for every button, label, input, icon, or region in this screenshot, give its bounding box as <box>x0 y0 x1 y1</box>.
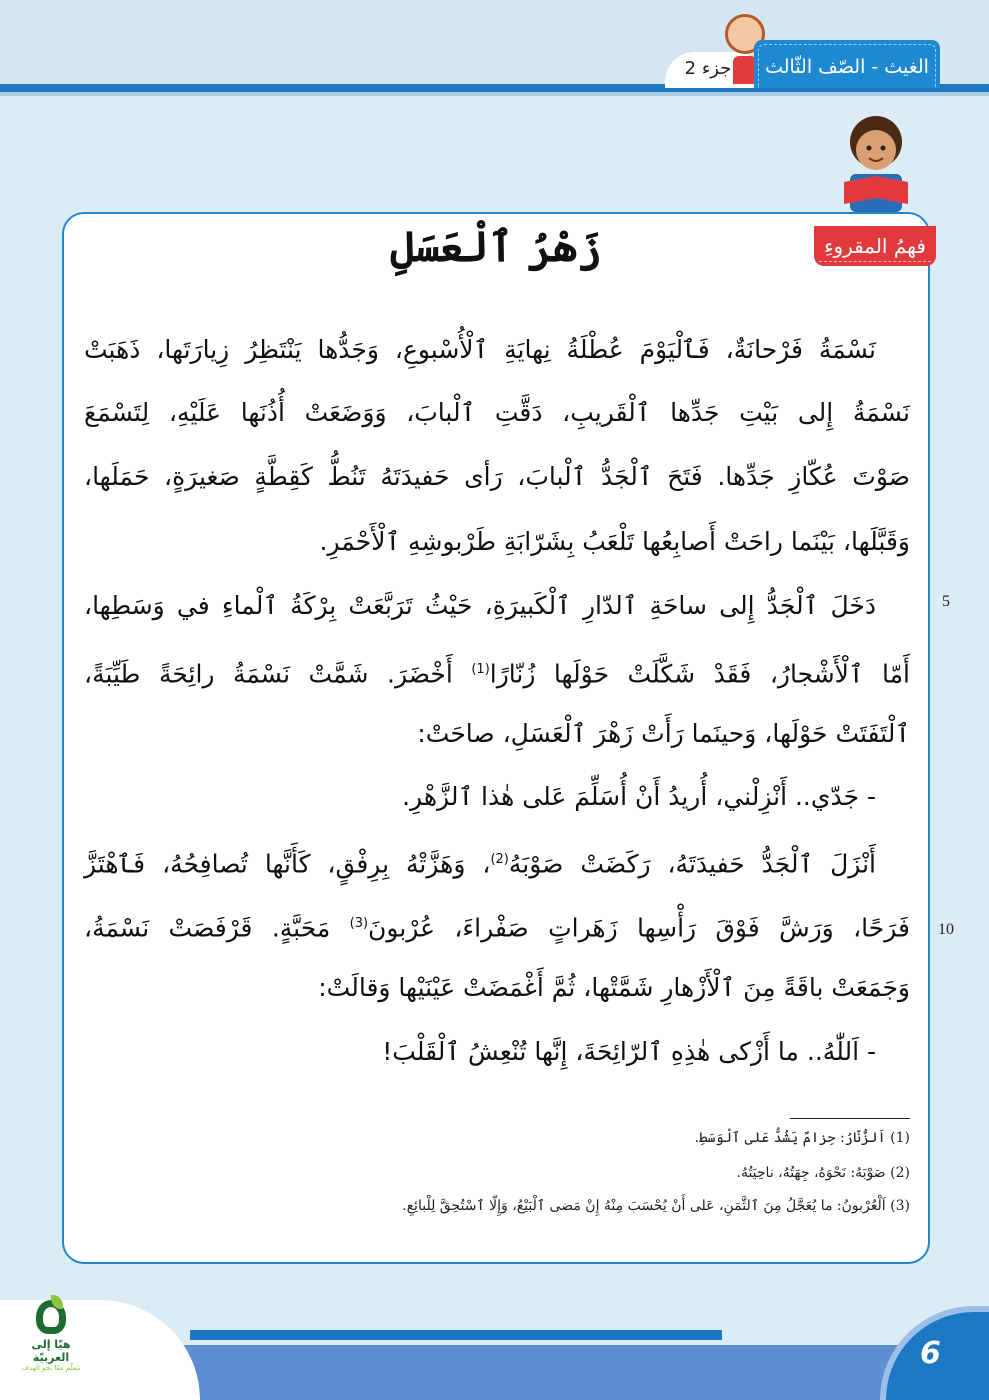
leaf-icon <box>51 1295 63 1309</box>
footnote-ref: (3) <box>349 916 369 931</box>
text-line <box>84 840 910 884</box>
logo-name: هيّا إلى العربيّة <box>31 1338 71 1364</box>
header-bar-shadow <box>0 92 989 96</box>
footnote: (2) صَوْبَهُ: نَحْوَهُ، جِهَتُهُ، ناحِيَتُهُ. <box>736 1165 910 1181</box>
text-line <box>84 904 910 948</box>
text-line: ٱلْتَفَتَتْ حَوْلَها، وَحينَما رَأَتْ زَهْرَ ٱلْعَسَلِ، صاحَتْ: <box>417 719 910 748</box>
footnote-ref: (2) <box>490 852 509 867</box>
text-segment: أَنْزَلَ ٱلْجَدُّ حَفيدَتَهُ، رَكَضَتْ صَوْبَهُ <box>508 849 876 879</box>
reading-boy-illustration <box>836 112 916 212</box>
text-line: - اَللّٰهُ.. ما أَزْكى هٰذِهِ ٱلرّائِحَةَ، إِنَّها تُنْعِشُ ٱلْقَلْبَ! <box>382 1037 876 1066</box>
text-line <box>84 650 910 694</box>
footnote-separator <box>790 1118 910 1119</box>
text-segment: أَمّا ٱلْأَشْجارُ، فَقَدْ شَكَّلَتْ حَوْلَها زُنّارًا <box>489 659 911 689</box>
part-label: جزء 2 <box>684 58 732 79</box>
text-line: صَوْتَ عُكّازِ جَدِّها. فَتَحَ ٱلْجَدُّ ٱلْبابَ، رَأى حَفيدَتَهُ تَنُطُّ كَقِطَّةٍ صَغيرَةٍ، حَمَلَها، <box>84 462 910 491</box>
text-line: نَسْمَةُ فَرْحانَةٌ، فَٱلْيَوْمَ عُطْلَةُ نِهايَةِ ٱلْأُسْبوعِ، وَجَدُّها يَنْتَظِرُ زِيارَتَها، ذَهَبَتْ <box>84 335 876 364</box>
footnote-ref: (1) <box>471 662 490 677</box>
page-number: 6 <box>920 1336 941 1371</box>
publisher-logo <box>16 1300 86 1372</box>
text-line: دَخَلَ ٱلْجَدُّ إِلى ساحَةِ ٱلدّارِ ٱلْكَبيرَةِ، حَيْثُ تَرَبَّعَتْ بِرْكَةُ ٱلْماءِ في وَسَطِها، <box>84 591 876 620</box>
book-title: الغيث - الصّف الثّالث <box>758 44 936 88</box>
text-line: وَقَبَّلَها، بَيْنَما راحَتْ أَصابِعُها تَلْعَبُ بِشَرّابَةِ طَرْبوشِهِ ٱلْأَحْمَرِ. <box>319 527 910 556</box>
lesson-title: زَهْرُ ٱلْعَسَلِ <box>390 222 602 271</box>
text-segment: ، وَهَزَّتْهُ بِرِفْقٍ، كَأَنَّها تُصافِحُهُ، فَٱهْتَزَّ <box>84 849 491 879</box>
line-number: 10 <box>938 921 954 938</box>
line-number: 5 <box>942 593 950 610</box>
logo-icon <box>36 1300 66 1334</box>
text-segment: أَخْضَرَ. شَمَّتْ نَسْمَةُ رائِحَةً طَيِّبَةً، <box>84 659 453 689</box>
footnote: (3) اَلْعُرْبونُ: ما يُعَجَّلُ مِنَ ٱلثَّمَنِ، عَلى أَنْ يُحْسَبَ مِنْهُ إِنْ مَضى ٱلْبَيْعُ، وَإِلّا ٱسْتُحِقَّ لِلْبائِعِ. <box>402 1198 910 1214</box>
text-segment: فَرَحًا، وَرَشَّ فَوْقَ رَأْسِها زَهَراتٍ صَفْراءَ، عُرْبونَ <box>368 913 910 943</box>
footnote: (1) اَلزُّنّارُ: حِزامٌ يَشُدُّ عَلى ٱلْوَسَطِ. <box>694 1130 910 1146</box>
text-line: وَجَمَعَتْ باقَةً مِنَ ٱلْأَزْهارِ شَمَّتْها، ثُمَّ أَغْمَضَتْ عَيْنَيْها وَقالَتْ: <box>318 973 910 1002</box>
text-segment: مَحَبَّةٍ. قَرْفَصَتْ نَسْمَةُ، <box>84 913 331 943</box>
text-line: نَسْمَةُ إِلى بَيْتِ جَدِّها ٱلْقَريبِ، دَقَّتِ ٱلْبابَ، وَوَضَعَتْ أُذُنَها عَلَيْهِ، لِتَسْمَعَ <box>84 398 910 427</box>
text-line: - جَدّي.. أَنْزِلْني، أُريدُ أَنْ أُسَلِّمَ عَلى هٰذا ٱلزَّهْرِ. <box>402 782 876 811</box>
book-title-tab <box>754 40 940 88</box>
logo-tagline: نتعلّم معًا نحو الهدف <box>21 1364 81 1372</box>
footer-bar <box>190 1330 722 1340</box>
section-badge: فهمُ المقروءِ <box>814 226 936 266</box>
